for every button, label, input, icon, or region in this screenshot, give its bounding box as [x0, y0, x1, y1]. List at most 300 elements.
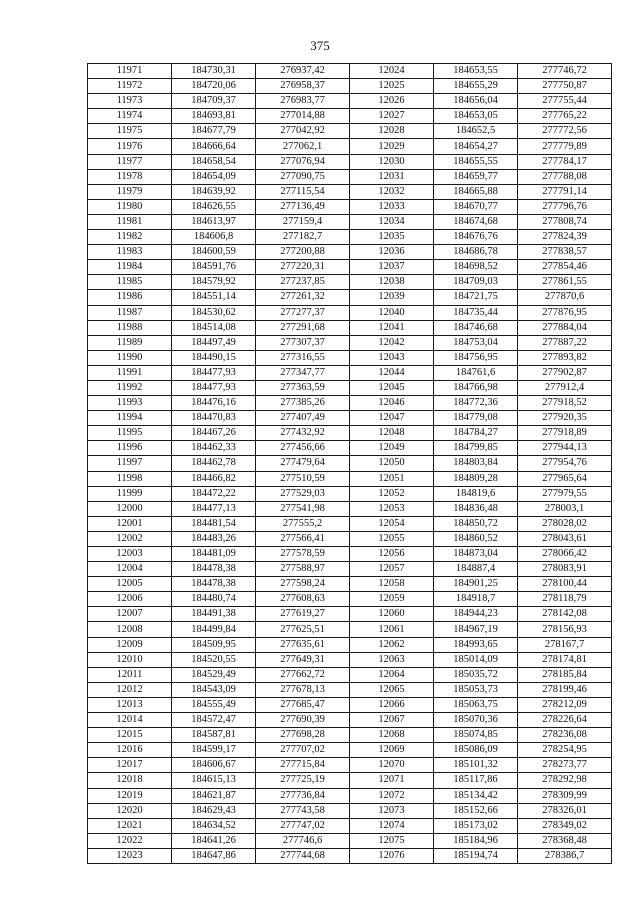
point-number-cell: 12058: [350, 577, 434, 592]
point-number-cell: 12070: [350, 758, 434, 773]
x-coordinate-cell: 184520,55: [172, 652, 256, 667]
point-number-cell: 11993: [88, 396, 172, 411]
point-number-cell: 12038: [350, 275, 434, 290]
x-coordinate-cell: 184509,95: [172, 637, 256, 652]
y-coordinate-cell: 277529,03: [256, 486, 350, 501]
x-coordinate-cell: 184543,09: [172, 682, 256, 697]
point-number-cell: 12054: [350, 516, 434, 531]
table-row: [88, 230, 612, 245]
table-row: [88, 94, 612, 109]
y-coordinate-cell: 278368,48: [518, 833, 612, 848]
x-coordinate-cell: 184698,52: [434, 260, 518, 275]
y-coordinate-cell: 277887,22: [518, 335, 612, 350]
point-number-cell: 12007: [88, 607, 172, 622]
x-coordinate-cell: 185035,72: [434, 667, 518, 682]
y-coordinate-cell: 277555,2: [256, 516, 350, 531]
table-row: [88, 652, 612, 667]
point-number-cell: 12018: [88, 773, 172, 788]
point-number-cell: 11996: [88, 441, 172, 456]
point-number-cell: 12036: [350, 245, 434, 260]
y-coordinate-cell: 277750,87: [518, 79, 612, 94]
point-number-cell: 12016: [88, 743, 172, 758]
table-row: [88, 335, 612, 350]
x-coordinate-cell: 184480,74: [172, 592, 256, 607]
y-coordinate-cell: 277220,31: [256, 260, 350, 275]
x-coordinate-cell: 184626,55: [172, 199, 256, 214]
x-coordinate-cell: 184803,84: [434, 456, 518, 471]
x-coordinate-cell: 184720,06: [172, 79, 256, 94]
x-coordinate-cell: 184799,85: [434, 441, 518, 456]
point-number-cell: 11983: [88, 245, 172, 260]
point-number-cell: 11991: [88, 365, 172, 380]
y-coordinate-cell: 277588,97: [256, 562, 350, 577]
table-row: [88, 848, 612, 863]
y-coordinate-cell: 277715,84: [256, 758, 350, 773]
y-coordinate-cell: 277796,76: [518, 199, 612, 214]
point-number-cell: 12056: [350, 547, 434, 562]
y-coordinate-cell: 278100,44: [518, 577, 612, 592]
table-row: [88, 169, 612, 184]
point-number-cell: 11972: [88, 79, 172, 94]
x-coordinate-cell: 184676,76: [434, 230, 518, 245]
y-coordinate-cell: 277237,85: [256, 275, 350, 290]
y-coordinate-cell: 277261,32: [256, 290, 350, 305]
point-number-cell: 12023: [88, 848, 172, 863]
x-coordinate-cell: 184753,04: [434, 335, 518, 350]
y-coordinate-cell: 277608,63: [256, 592, 350, 607]
y-coordinate-cell: 277698,28: [256, 728, 350, 743]
table-row: [88, 471, 612, 486]
y-coordinate-cell: 277479,64: [256, 456, 350, 471]
point-number-cell: 12008: [88, 622, 172, 637]
y-coordinate-cell: 277746,72: [518, 64, 612, 79]
table-row: [88, 365, 612, 380]
x-coordinate-cell: 184647,86: [172, 848, 256, 863]
x-coordinate-cell: 184481,54: [172, 516, 256, 531]
y-coordinate-cell: 277870,6: [518, 290, 612, 305]
y-coordinate-cell: 277347,77: [256, 365, 350, 380]
x-coordinate-cell: 184654,09: [172, 169, 256, 184]
point-number-cell: 11998: [88, 471, 172, 486]
y-coordinate-cell: 277743,58: [256, 803, 350, 818]
point-number-cell: 12066: [350, 697, 434, 712]
y-coordinate-cell: 277159,4: [256, 214, 350, 229]
table-row: [88, 305, 612, 320]
table-row: [88, 818, 612, 833]
x-coordinate-cell: 184784,27: [434, 426, 518, 441]
point-number-cell: 12050: [350, 456, 434, 471]
x-coordinate-cell: 184721,75: [434, 290, 518, 305]
point-number-cell: 12075: [350, 833, 434, 848]
point-number-cell: 12042: [350, 335, 434, 350]
point-number-cell: 12024: [350, 64, 434, 79]
x-coordinate-cell: 184656,04: [434, 94, 518, 109]
y-coordinate-cell: 277893,82: [518, 350, 612, 365]
point-number-cell: 12040: [350, 305, 434, 320]
x-coordinate-cell: 184836,48: [434, 501, 518, 516]
point-number-cell: 11997: [88, 456, 172, 471]
y-coordinate-cell: 277747,02: [256, 818, 350, 833]
x-coordinate-cell: 184613,97: [172, 214, 256, 229]
table-row: [88, 547, 612, 562]
y-coordinate-cell: 278043,61: [518, 531, 612, 546]
y-coordinate-cell: 277746,6: [256, 833, 350, 848]
x-coordinate-cell: 184606,8: [172, 230, 256, 245]
y-coordinate-cell: 277772,56: [518, 124, 612, 139]
table-row: [88, 773, 612, 788]
x-coordinate-cell: 184472,22: [172, 486, 256, 501]
x-coordinate-cell: 184478,38: [172, 562, 256, 577]
point-number-cell: 11981: [88, 214, 172, 229]
point-number-cell: 12019: [88, 788, 172, 803]
table-row: [88, 803, 612, 818]
y-coordinate-cell: 278226,64: [518, 713, 612, 728]
table-row: [88, 501, 612, 516]
table-row: [88, 396, 612, 411]
y-coordinate-cell: 278292,98: [518, 773, 612, 788]
y-coordinate-cell: 276958,37: [256, 79, 350, 94]
y-coordinate-cell: 276937,42: [256, 64, 350, 79]
table-row: [88, 637, 612, 652]
point-number-cell: 12061: [350, 622, 434, 637]
point-number-cell: 11982: [88, 230, 172, 245]
y-coordinate-cell: 278003,1: [518, 501, 612, 516]
y-coordinate-cell: 277578,59: [256, 547, 350, 562]
point-number-cell: 11976: [88, 139, 172, 154]
x-coordinate-cell: 185173,02: [434, 818, 518, 833]
y-coordinate-cell: 277076,94: [256, 154, 350, 169]
x-coordinate-cell: 184693,81: [172, 109, 256, 124]
x-coordinate-cell: 184746,68: [434, 320, 518, 335]
y-coordinate-cell: 277456,66: [256, 441, 350, 456]
point-number-cell: 12045: [350, 380, 434, 395]
x-coordinate-cell: 184860,52: [434, 531, 518, 546]
y-coordinate-cell: 277765,22: [518, 109, 612, 124]
x-coordinate-cell: 184850,72: [434, 516, 518, 531]
y-coordinate-cell: 277625,51: [256, 622, 350, 637]
point-number-cell: 12017: [88, 758, 172, 773]
x-coordinate-cell: 184967,19: [434, 622, 518, 637]
table-row: [88, 184, 612, 199]
y-coordinate-cell: 277788,08: [518, 169, 612, 184]
point-number-cell: 12015: [88, 728, 172, 743]
y-coordinate-cell: 277808,74: [518, 214, 612, 229]
y-coordinate-cell: 277363,59: [256, 380, 350, 395]
y-coordinate-cell: 277385,26: [256, 396, 350, 411]
y-coordinate-cell: 277854,46: [518, 260, 612, 275]
point-number-cell: 12010: [88, 652, 172, 667]
y-coordinate-cell: 277965,64: [518, 471, 612, 486]
point-number-cell: 12053: [350, 501, 434, 516]
table-row: [88, 743, 612, 758]
x-coordinate-cell: 184491,38: [172, 607, 256, 622]
x-coordinate-cell: 185152,66: [434, 803, 518, 818]
x-coordinate-cell: 185117,86: [434, 773, 518, 788]
coordinates-table: [87, 63, 612, 864]
point-number-cell: 11974: [88, 109, 172, 124]
table-row: [88, 64, 612, 79]
table-row: [88, 833, 612, 848]
table-row: [88, 199, 612, 214]
table-row: [88, 290, 612, 305]
coordinates-table-body: [88, 64, 612, 864]
point-number-cell: 12030: [350, 154, 434, 169]
point-number-cell: 12004: [88, 562, 172, 577]
y-coordinate-cell: 277755,44: [518, 94, 612, 109]
y-coordinate-cell: 277662,72: [256, 667, 350, 682]
table-row: [88, 426, 612, 441]
point-number-cell: 11980: [88, 199, 172, 214]
x-coordinate-cell: 184477,13: [172, 501, 256, 516]
table-row: [88, 154, 612, 169]
table-row: [88, 441, 612, 456]
x-coordinate-cell: 184476,16: [172, 396, 256, 411]
x-coordinate-cell: 184677,79: [172, 124, 256, 139]
y-coordinate-cell: 277779,89: [518, 139, 612, 154]
point-number-cell: 11987: [88, 305, 172, 320]
point-number-cell: 12051: [350, 471, 434, 486]
table-row: [88, 577, 612, 592]
x-coordinate-cell: 184772,36: [434, 396, 518, 411]
table-row: [88, 516, 612, 531]
x-coordinate-cell: 184873,04: [434, 547, 518, 562]
point-number-cell: 12035: [350, 230, 434, 245]
x-coordinate-cell: 185184,96: [434, 833, 518, 848]
x-coordinate-cell: 184606,67: [172, 758, 256, 773]
y-coordinate-cell: 277090,75: [256, 169, 350, 184]
x-coordinate-cell: 184756,95: [434, 350, 518, 365]
point-number-cell: 12073: [350, 803, 434, 818]
table-row: [88, 531, 612, 546]
y-coordinate-cell: 278386,7: [518, 848, 612, 863]
table-row: [88, 139, 612, 154]
y-coordinate-cell: 277944,13: [518, 441, 612, 456]
x-coordinate-cell: 184665,88: [434, 184, 518, 199]
y-coordinate-cell: 277918,52: [518, 396, 612, 411]
x-coordinate-cell: 184599,17: [172, 743, 256, 758]
point-number-cell: 12013: [88, 697, 172, 712]
y-coordinate-cell: 277838,57: [518, 245, 612, 260]
y-coordinate-cell: 277902,87: [518, 365, 612, 380]
point-number-cell: 12039: [350, 290, 434, 305]
y-coordinate-cell: 277736,84: [256, 788, 350, 803]
y-coordinate-cell: 278236,08: [518, 728, 612, 743]
y-coordinate-cell: 277510,59: [256, 471, 350, 486]
x-coordinate-cell: 184641,26: [172, 833, 256, 848]
point-number-cell: 12037: [350, 260, 434, 275]
x-coordinate-cell: 184497,49: [172, 335, 256, 350]
x-coordinate-cell: 184634,52: [172, 818, 256, 833]
y-coordinate-cell: 278349,02: [518, 818, 612, 833]
x-coordinate-cell: 184655,55: [434, 154, 518, 169]
y-coordinate-cell: 278309,99: [518, 788, 612, 803]
table-row: [88, 713, 612, 728]
point-number-cell: 11979: [88, 184, 172, 199]
x-coordinate-cell: 184530,62: [172, 305, 256, 320]
x-coordinate-cell: 184674,68: [434, 214, 518, 229]
table-row: [88, 667, 612, 682]
x-coordinate-cell: 184572,47: [172, 713, 256, 728]
table-row: [88, 607, 612, 622]
table-row: [88, 411, 612, 426]
x-coordinate-cell: 184467,26: [172, 426, 256, 441]
point-number-cell: 12011: [88, 667, 172, 682]
y-coordinate-cell: 276983,77: [256, 94, 350, 109]
point-number-cell: 11990: [88, 350, 172, 365]
x-coordinate-cell: 184658,54: [172, 154, 256, 169]
table-row: [88, 456, 612, 471]
point-number-cell: 11978: [88, 169, 172, 184]
y-coordinate-cell: 277182,7: [256, 230, 350, 245]
x-coordinate-cell: 184735,44: [434, 305, 518, 320]
point-number-cell: 12076: [350, 848, 434, 863]
x-coordinate-cell: 184666,64: [172, 139, 256, 154]
x-coordinate-cell: 184709,03: [434, 275, 518, 290]
page-number: 375: [310, 38, 330, 53]
point-number-cell: 12043: [350, 350, 434, 365]
y-coordinate-cell: 278326,01: [518, 803, 612, 818]
x-coordinate-cell: 185053,73: [434, 682, 518, 697]
y-coordinate-cell: 277744,68: [256, 848, 350, 863]
x-coordinate-cell: 184499,84: [172, 622, 256, 637]
point-number-cell: 12032: [350, 184, 434, 199]
y-coordinate-cell: 277861,55: [518, 275, 612, 290]
y-coordinate-cell: 278174,81: [518, 652, 612, 667]
x-coordinate-cell: 184653,55: [434, 64, 518, 79]
y-coordinate-cell: 277316,55: [256, 350, 350, 365]
x-coordinate-cell: 184579,92: [172, 275, 256, 290]
table-row: [88, 260, 612, 275]
point-number-cell: 12012: [88, 682, 172, 697]
x-coordinate-cell: 184766,98: [434, 380, 518, 395]
y-coordinate-cell: 277014,88: [256, 109, 350, 124]
y-coordinate-cell: 277291,68: [256, 320, 350, 335]
point-number-cell: 12074: [350, 818, 434, 833]
x-coordinate-cell: 184462,78: [172, 456, 256, 471]
x-coordinate-cell: 184470,83: [172, 411, 256, 426]
table-row: [88, 214, 612, 229]
y-coordinate-cell: 277649,31: [256, 652, 350, 667]
point-number-cell: 11975: [88, 124, 172, 139]
point-number-cell: 11992: [88, 380, 172, 395]
y-coordinate-cell: 277062,1: [256, 139, 350, 154]
table-row: [88, 350, 612, 365]
y-coordinate-cell: 277042,92: [256, 124, 350, 139]
x-coordinate-cell: 184761,6: [434, 365, 518, 380]
y-coordinate-cell: 277200,88: [256, 245, 350, 260]
x-coordinate-cell: 184653,05: [434, 109, 518, 124]
y-coordinate-cell: 278066,42: [518, 547, 612, 562]
y-coordinate-cell: 278118,79: [518, 592, 612, 607]
point-number-cell: 12000: [88, 501, 172, 516]
point-number-cell: 12001: [88, 516, 172, 531]
y-coordinate-cell: 277707,02: [256, 743, 350, 758]
table-row: [88, 592, 612, 607]
x-coordinate-cell: 184659,77: [434, 169, 518, 184]
point-number-cell: 12003: [88, 547, 172, 562]
point-number-cell: 12029: [350, 139, 434, 154]
point-number-cell: 12067: [350, 713, 434, 728]
table-row: [88, 124, 612, 139]
y-coordinate-cell: 277635,61: [256, 637, 350, 652]
x-coordinate-cell: 184462,33: [172, 441, 256, 456]
y-coordinate-cell: 278156,93: [518, 622, 612, 637]
x-coordinate-cell: 184709,37: [172, 94, 256, 109]
point-number-cell: 12065: [350, 682, 434, 697]
point-number-cell: 12062: [350, 637, 434, 652]
y-coordinate-cell: 277824,39: [518, 230, 612, 245]
x-coordinate-cell: 184654,27: [434, 139, 518, 154]
table-row: [88, 320, 612, 335]
table-row: [88, 682, 612, 697]
point-number-cell: 12026: [350, 94, 434, 109]
y-coordinate-cell: 278028,02: [518, 516, 612, 531]
y-coordinate-cell: 277407,49: [256, 411, 350, 426]
x-coordinate-cell: 184483,26: [172, 531, 256, 546]
y-coordinate-cell: 277277,37: [256, 305, 350, 320]
x-coordinate-cell: 184730,31: [172, 64, 256, 79]
x-coordinate-cell: 184993,65: [434, 637, 518, 652]
table-row: [88, 245, 612, 260]
point-number-cell: 11999: [88, 486, 172, 501]
point-number-cell: 12005: [88, 577, 172, 592]
point-number-cell: 12006: [88, 592, 172, 607]
point-number-cell: 12002: [88, 531, 172, 546]
x-coordinate-cell: 184529,49: [172, 667, 256, 682]
point-number-cell: 12048: [350, 426, 434, 441]
point-number-cell: 12068: [350, 728, 434, 743]
y-coordinate-cell: 277784,17: [518, 154, 612, 169]
x-coordinate-cell: 185101,32: [434, 758, 518, 773]
table-row: [88, 380, 612, 395]
point-number-cell: 12052: [350, 486, 434, 501]
y-coordinate-cell: 277115,54: [256, 184, 350, 199]
x-coordinate-cell: 184490,15: [172, 350, 256, 365]
y-coordinate-cell: 277678,13: [256, 682, 350, 697]
point-number-cell: 11994: [88, 411, 172, 426]
x-coordinate-cell: 184481,09: [172, 547, 256, 562]
y-coordinate-cell: 277791,14: [518, 184, 612, 199]
point-number-cell: 12041: [350, 320, 434, 335]
x-coordinate-cell: 184591,76: [172, 260, 256, 275]
y-coordinate-cell: 278185,84: [518, 667, 612, 682]
x-coordinate-cell: 185134,42: [434, 788, 518, 803]
y-coordinate-cell: 278142,08: [518, 607, 612, 622]
point-number-cell: 11995: [88, 426, 172, 441]
table-row: [88, 486, 612, 501]
x-coordinate-cell: 184901,25: [434, 577, 518, 592]
table-row: [88, 622, 612, 637]
point-number-cell: 12057: [350, 562, 434, 577]
point-number-cell: 12014: [88, 713, 172, 728]
x-coordinate-cell: 184621,87: [172, 788, 256, 803]
point-number-cell: 12049: [350, 441, 434, 456]
y-coordinate-cell: 277979,55: [518, 486, 612, 501]
x-coordinate-cell: 184600,59: [172, 245, 256, 260]
y-coordinate-cell: 277432,92: [256, 426, 350, 441]
table-row: [88, 758, 612, 773]
y-coordinate-cell: 277954,76: [518, 456, 612, 471]
y-coordinate-cell: 277725,19: [256, 773, 350, 788]
x-coordinate-cell: 184514,08: [172, 320, 256, 335]
point-number-cell: 12064: [350, 667, 434, 682]
y-coordinate-cell: 277566,41: [256, 531, 350, 546]
point-number-cell: 12021: [88, 818, 172, 833]
y-coordinate-cell: 277884,04: [518, 320, 612, 335]
y-coordinate-cell: 278167,7: [518, 637, 612, 652]
y-coordinate-cell: 278199,46: [518, 682, 612, 697]
x-coordinate-cell: 184887,4: [434, 562, 518, 577]
